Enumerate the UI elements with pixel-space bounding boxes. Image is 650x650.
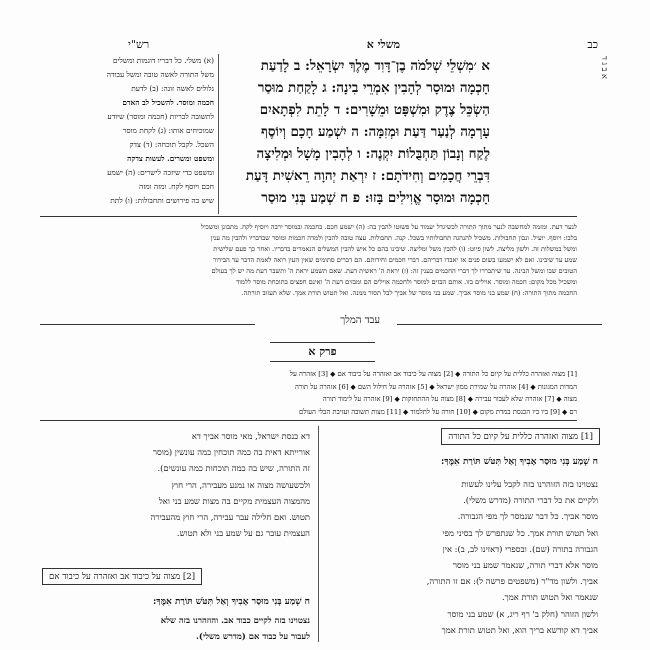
index-line: [1] מצוה ואזהרה כללית על קיום כל התורה ◆ [2] מצוה על כיבוד אב ואזהרה על כיבוד אם ◆ [3] אזהרה על: [289, 370, 577, 378]
section-rule-left: [40, 324, 255, 325]
rashi-line: שיש בה פירושים ותחבולות: (ו) לתת: [110, 196, 214, 205]
text-line: ולשון הזוהר (חלק ב' רף ריג, א) שמע בני מוסר: [447, 608, 598, 619]
section-rule-right: [397, 324, 602, 325]
commentary-line: ומשל במשלות זה. ולשון מליצה. לשון פיוט: (ו) להבין משל ומליצה. שיבינו בהם כל איש להבין המשלים הנאמרים בדבריו. ואחר כך פעם שלישית: [213, 245, 577, 253]
rashi-line: שמוכיחים אותו: (ג) לקחת מוסר: [122, 126, 214, 135]
text-line: ולקיים את כל דברי התורה (מדרש משלי).: [463, 495, 598, 506]
text-line: לעבור על כבוד אם (מדרש משלי).: [196, 631, 310, 642]
text-line: שנאמר ואל תטוש תורת אמך.: [502, 592, 598, 603]
verse-line: לֶקַח וְנָבוֹן תַּחְבֻּלוֹת יִקְנֶה: ו לְהָבִין מָשָׁל וּמְלִיצָה: [256, 146, 490, 162]
verse-line: עָרְמָה לְנַעַר דַּעַת וּמְזִמָּה: ה יִשְׁמַע חָכָם וְיוֹסֶף: [260, 124, 490, 140]
commentary-line: הטובים שבו ומשל הבינה. עד שיתבררו לך דברי החכמים בענין זה: (ז) יראת ה' ראשית דעת. שאם תשמע יראת ה' ותשבר דעת מה יש לך בעולם: [211, 267, 577, 275]
text-line: אביך דא קודשא בריך הוא, ואל תטוש תורת אמך: [441, 624, 598, 635]
index-line: מצוה ◆ [7] אזהרה שלא לעבור עבירה ◆ [8] מצוה על ההתחזקות ◆ [9] אזהרה על לימוד תורה: [322, 395, 577, 404]
verse-quote: [348, 454, 598, 470]
text-line: אביך. ולשון מד"ר (משפטים פרשה ל): אם זו התורה,: [426, 576, 598, 587]
verse-line: חָכְמָה וּמוּסָר אֱוִילִים בָּזוּ: פ ח שְׁמַע בְּנִי מוּסַר: [261, 190, 490, 206]
text-line: העצמית עובר גם על שמע בני ולא תטוש.: [176, 528, 310, 539]
section-heading: [1] מצוה ואזהרה כללית על קיום כל התורה: [441, 428, 600, 445]
rashi-commentary: [54, 54, 214, 214]
rashi-label: רש"י: [128, 38, 150, 51]
commentary-line: שמע עד שיבינו. ואם לא ישמעו בשום פנים אז יאבדו דבריהם. דברי חכמים וחידותם. הם דברים סתומים שאין העין רואה לאמת הדבר עד הבירור: [212, 256, 577, 264]
commentary-line: החכמה מתוך התורה: (ח) שמע בני מוסר אביך. שמע בני מוסר של אביך לבל תסור ממנה. ואל תטוש תורת אמך. שלא תעזוב תורתה.: [241, 289, 577, 297]
rashi-line: גלולים לאשה זונה: (ב) לדעת: [131, 84, 214, 93]
commentary-block: [40, 222, 577, 302]
text-line: דא כנסת ישראל, מאי מוסר אביך דא: [191, 431, 310, 441]
rashi-line: חכמה ומוסר. להשכיל לב האדם: [122, 98, 214, 107]
commentary-line: בלבו: ויוסף. יועיל. ונבון תחבולות. משכיל להנהגה תחבולותיו בשכל. קנה. תחבולות. עצה טובה להבין ולמדה חכמות ומוסר שבדבריו ולהבין מה ענין: [210, 234, 577, 242]
column-divider: [218, 54, 219, 214]
page-number: כב: [587, 38, 598, 51]
index-line: המדות המגונות ◆ [4] אזהרה על שמירת ממון ישראל ◆ [5] אזהרה על חילול השם ◆ [6] אזהרה על תורה: [294, 382, 577, 391]
text-line: מהמצוה העצמית מקיים בה מצות שמע בני ואל: [158, 495, 310, 506]
text-line: מוסר אביך. כל דבר שנמסר לך מפי הגבורה.: [457, 511, 598, 522]
rashi-line: חכם ויוסף לקח. ומזה ומזה: [138, 182, 214, 191]
margin-note: א ב ג ד: [600, 56, 609, 79]
text-line: ולכשעושה מצוה או נמנע מעבירה, הרי חוץ: [171, 479, 310, 490]
verse-line: חָכְמָה וּמוּסָר לְהָבִין אִמְרֵי בִינָה: ג לָקַחַת מוּסַר: [257, 80, 490, 96]
verse-line: דִּבְרֵי חֲכָמִים וְחִידֹתָם: ז יִרְאַת יְהוָה רֵאשִׁית דָּעַת: [245, 168, 490, 184]
section-heading: [2] מצוה על כיבוד אב ואזהרה על כיבוד אם: [42, 568, 202, 585]
rashi-line: (א) משלי. כל דבריו דוגמות ומשלים: [112, 56, 214, 65]
text-line: ואל תטוש תורת אמך. כל שנתפרש לך בסיני מפי: [442, 527, 598, 538]
commentary-line: ומשכיל מכל מקום: חכמה ומוסר. אוילים בזו. אותם הבזים למוסר ולחכמה אוילים הם ומבזים דעת ה' ואינם חפצים בתוכחת מוסר ללמוד: [236, 278, 577, 286]
text-line: נצטוינו בזה לקיים כבוד אב. והוזהרנו בזה שלא: [160, 615, 310, 625]
rashi-line: משל התורה לאשה טובה ומשל עבודה: [106, 70, 214, 79]
text-line: הגבורה בתורה (שם). ובספרי (דאזינו לב, ב): אין: [442, 543, 598, 554]
section-label: עבד המלך: [340, 315, 380, 326]
rashi-line: ומשפט ומשרים. לעשות צדקה: [127, 154, 214, 163]
book-title: משלי א: [366, 38, 400, 51]
commentary-line: לנער דעת. ומזמה למחשבה לנער מתוך התורה לכשיגדל יעמוד על פשוטו להבין בה: (ה) ישמע חכם. בחכמה ובמוסר ירבה ויוסיף לקח. מתבונן ומשכיל: [200, 223, 577, 231]
verse-line: א ׳מִשְׁלֵי שְׁלֹמֹה בֶן־דָּוִד מֶלֶךְ יִשְׂרָאֵל: ב לָדַעַת: [260, 58, 490, 74]
rashi-line: לתשובה לבריות (חכמה ומוסר) שיודע: [107, 112, 214, 121]
text-line: מוסר אלא דברי תורה, שנאמר שמע בני מוסר: [452, 560, 598, 571]
index-line: רם ◆ [9] ביו ביו הכנסת במדת מקום ◆ [10] חורה על לתלמוד ◆ [11] מצות תשובה ועזיבת הבלי העולם: [299, 407, 577, 416]
verse-line: הַשְׂכֵּל צֶדֶק וּמִשְׁפָּט וּמֵשָׁרִים: ד לָתֵת לִפְתָאיִם: [259, 102, 490, 118]
rashi-line: השכל. לקבל תוכחה: (ד) צדק: [129, 140, 214, 149]
text-line: אורייתא דאית בה כמה תוכחין כמה עונשין (מוסר: [152, 447, 310, 458]
chapter-index: [40, 368, 577, 424]
text-line: תטוש. ואם חלילה עבר עבירה, הרי חוץ מהעבירה: [150, 512, 310, 523]
right-column-text: [348, 476, 598, 644]
left-column-text: [42, 612, 310, 646]
text-line: נצטוינו בזה הזוהרנו בזה לקבל עלינו לעשות: [461, 479, 598, 489]
verse-text: ח שְׁמַע בְּנִי מוּסַר אָבִיךָ וְאַל תִּטֹּשׁ תּוֹרַת אִמֶּךָ:: [152, 597, 310, 607]
divider-rule: [40, 216, 577, 217]
verse-quote: [42, 594, 310, 610]
chapter-label: פרק א: [270, 342, 375, 362]
left-column-text: [42, 428, 310, 564]
text-line: זה התורה, שיש בה כמה תוכחות כמה עונשים).: [157, 463, 310, 474]
verse-text: ח שְׁמַע בְּנִי מוּסַר אָבִיךָ וְאַל תִּטֹּשׁ תּוֹרַת אִמֶּךָ:: [440, 457, 598, 467]
column-divider: [318, 426, 319, 642]
rashi-line: ומשפט כדי שיזכה לישרים: (ה) ישמע: [107, 168, 214, 177]
divider-rule: [40, 420, 577, 421]
